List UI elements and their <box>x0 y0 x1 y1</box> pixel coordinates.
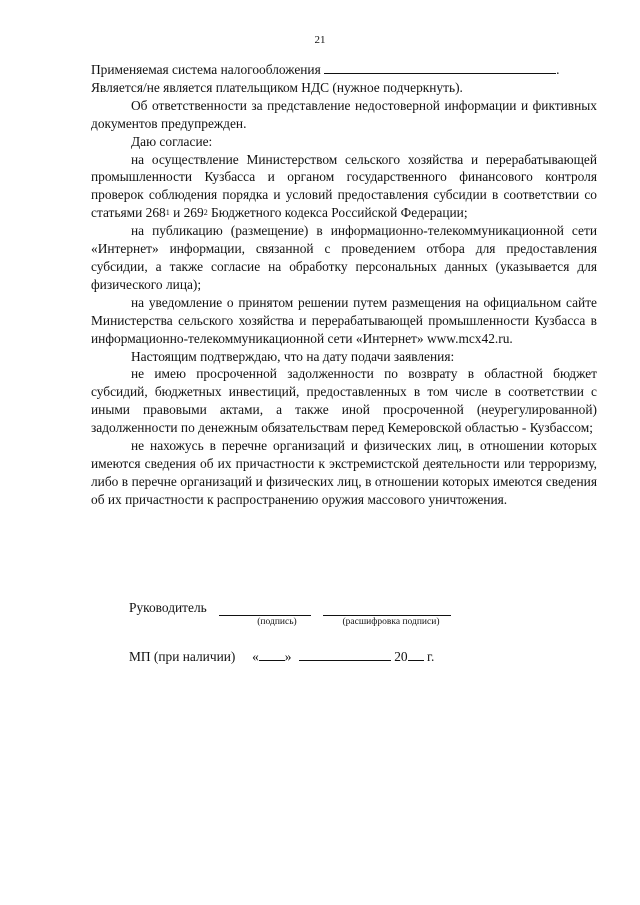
page-number: 21 <box>314 34 326 46</box>
consent-paragraph-2: на публикацию (размещение) в информационно-телекоммуникационной сети «Интернет» информации, связанной с проведением отбора для предоставления субсидии, а также согласие на обработку персональных данных (указывается для физического лица); <box>91 223 597 292</box>
tax-system-blank[interactable] <box>324 61 556 74</box>
vat-status-line: Является/не является плательщиком НДС (нужное подчеркнуть). <box>91 79 463 95</box>
document-body <box>91 61 597 509</box>
stamp-date-row: МП (при наличии) « » 20 г. <box>129 649 435 664</box>
signature-field[interactable] <box>219 601 311 616</box>
head-label: Руководитель <box>129 600 207 615</box>
signature-caption: (подпись) <box>257 617 297 627</box>
responsibility-paragraph: Об ответственности за представление недостоверной информации и фиктивных документов предупрежден. <box>91 97 597 131</box>
confirm-heading: Настоящим подтверждаю, что на дату подачи заявления: <box>131 348 455 364</box>
confirm-paragraph-2: не нахожусь в перечне организаций и физических лиц, в отношении которых имеются сведения об их причастности к экстремистской деятельности или терроризму, либо в перечне организаций и физических лиц, в отношении которых имеются сведения об их причастности к распространению оружия массового уничтожения. <box>91 438 597 507</box>
confirm-paragraph-1: не имею просроченной задолженности по возврату в областной бюджет субсидий, бюджетных инвестиций, предоставленных в том числе в соответствии с иными правовыми актами, а также иной просроченной (неурегулированной) задолженности по денежным обязательствам перед Кемеровской областью - Кузбассом; <box>91 366 597 436</box>
signature-decode-field[interactable] <box>323 601 451 616</box>
tax-system-label: Применяемая система налогообложения <box>91 62 321 77</box>
tax-system-line: Применяемая система налогообложения . <box>91 62 560 77</box>
consent-paragraph-1: на осуществление Министерством сельского хозяйства и перерабатывающей промышленности Кузбасса и органом государственного финансового контроля проверок соблюдения порядка и условий предоставления субсидии в соответствии со статьями $268^1$ и $269^2$ Бюджетного кодекса Российской Федерации; <box>91 151 597 221</box>
day-field[interactable] <box>259 648 285 661</box>
signature-row <box>129 600 451 616</box>
consent-heading: Даю согласие: <box>131 133 213 149</box>
stamp-label: МП (при наличии) <box>129 649 236 664</box>
month-field[interactable] <box>299 648 391 661</box>
year-field[interactable] <box>408 648 424 661</box>
decode-caption: (расшифровка подписи) <box>342 617 440 627</box>
consent-paragraph-3: на уведомление о принятом решении путем размещения на официальном сайте Министерства сельского хозяйства и перерабатывающей промышленности Кузбасса в информационно-телекоммуникационной сети «Интернет» www.mcx42.ru. <box>91 294 597 346</box>
